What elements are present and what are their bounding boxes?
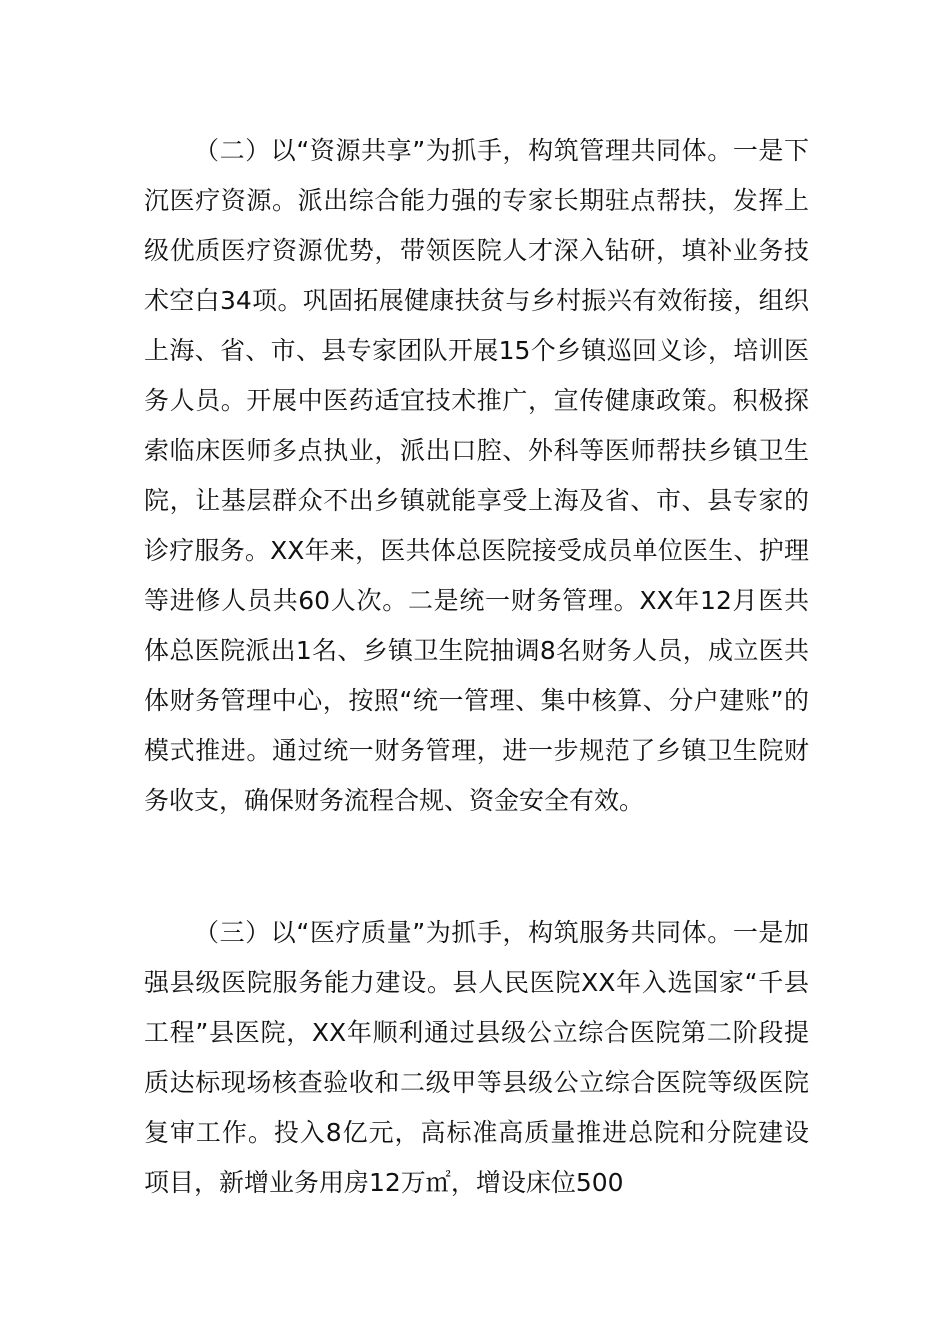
paragraph-management-community: （二）以“资源共享”为抓手，构筑管理共同体。一是下沉医疗资源。派出综合能力强的专家长期驻点帮扶，发挥上级优质医疗资源优势，带领医院人才深入钻研，填补业务技术空白34项。巩固拓展健康扶贫与乡村振兴有效衔接，组织上海、省、市、县专家团队开展15个乡镇巡回义诊，培训医务人员。开展中医药适宜技术推广，宣传健康政策。积极探索临床医师多点执业，派出口腔、外科等医师帮扶乡镇卫生院，让基层群众不出乡镇就能享受上海及省、市、县专家的诊疗服务。XX年来，医共体总医院接受成员单位医生、护理等进修人员共60人次。二是统一财务管理。XX年12月医共体总医院派出1名、乡镇卫生院抽调8名财务人员，成立医共体财务管理中心，按照“统一管理、集中核算、分户建账”的模式推进。通过统一财务管理，进一步规范了乡镇卫生院财务收支，确保财务流程合规、资金安全有效。: [144, 136, 809, 815]
paragraph-service-community: （三）以“医疗质量”为抓手，构筑服务共同体。一是加强县级医院服务能力建设。县人民医院XX年入选国家“千县工程”县医院，XX年顺利通过县级公立综合医院第二阶段提质达标现场核查验收和二级甲等县级公立综合医院等级医院复审工作。投入8亿元，高标准高质量推进总院和分院建设项目，新增业务用房12万㎡，增设床位500: [144, 918, 809, 1197]
